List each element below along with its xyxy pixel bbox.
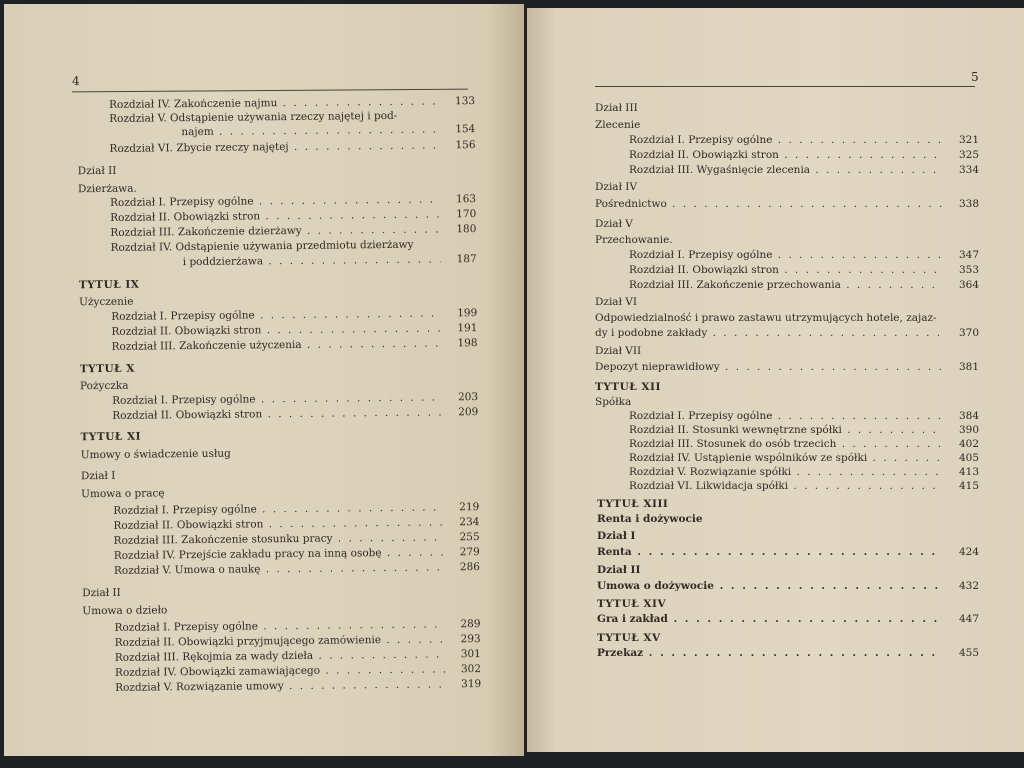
toc-entry-title: Rozdział II. Obowiązki stron (629, 149, 779, 161)
toc-entry-page: 199 (457, 307, 478, 320)
toc-entry (629, 277, 979, 293)
toc-entry-page: 334 (958, 164, 979, 176)
toc-entry-title: Przekaz (597, 647, 644, 659)
toc-entry-title: dy i podobne zakłady (595, 327, 708, 339)
toc-entry (109, 137, 475, 157)
toc-entry-title: Dział I (80, 469, 116, 483)
toc-entry-page: 234 (459, 516, 480, 529)
toc-entry (82, 581, 480, 601)
toc-entry-page: 370 (958, 327, 979, 339)
toc-entry-title: Rozdział III. Stosunek do osób trzecich (629, 438, 837, 450)
toc-entry-page: 347 (958, 249, 979, 261)
toc-entry (597, 528, 979, 544)
toc-entry-page: 455 (958, 647, 979, 659)
toc-entry-title: Rozdział V. Rozwiązanie umowy (115, 680, 284, 694)
toc-entry-page: 187 (456, 253, 477, 266)
toc-entry-title: Rozdział III. Zakończenie dzierżawy (110, 224, 302, 239)
toc-entry-title: Rozdział II. Obowiązki stron (629, 264, 779, 276)
toc-entry (595, 179, 979, 195)
toc-entry-title: najem (181, 125, 214, 139)
toc-list (527, 8, 1024, 752)
toc-entry-page: 415 (958, 480, 979, 492)
toc-entry-title: Dzierżawa. (77, 182, 137, 196)
toc-entry (595, 196, 979, 212)
toc-entry-page: 180 (456, 223, 477, 236)
page-number: 5 (971, 70, 979, 84)
toc-entry-page: 279 (459, 546, 480, 559)
toc-entry-title: TYTUŁ IX (78, 278, 140, 292)
toc-entry-page: 198 (457, 337, 478, 350)
toc-entry (597, 611, 979, 627)
toc-entry-title: Rozdział I. Przepisy ogólne (113, 503, 257, 517)
toc-entry-page: 424 (958, 546, 979, 558)
toc-entry-page: 384 (958, 410, 979, 422)
toc-entry-title: Rozdział III. Wygaśnięcie zlecenia (629, 164, 811, 176)
toc-entry-title: Rozdział I. Przepisy ogólne (114, 620, 259, 634)
toc-entry (629, 247, 979, 263)
toc-entry (595, 359, 979, 375)
toc-entry-title: Umowa o dzieło (82, 604, 168, 618)
toc-entry (629, 132, 979, 148)
toc-entry-title: TYTUŁ XI (80, 430, 142, 444)
toc-entry-page: 154 (455, 123, 476, 136)
toc-entry (80, 425, 478, 445)
toc-entry (595, 294, 979, 310)
toc-entry (595, 216, 979, 232)
toc-entry-title: Rozdział IV. Zakończenie najmu (108, 97, 278, 111)
toc-entry-page: 289 (460, 618, 481, 631)
toc-entry-page: 321 (958, 134, 979, 146)
toc-entry (597, 630, 979, 646)
toc-entry-title: Użyczenie (79, 295, 134, 309)
toc-entry-title: Przechowanie. (595, 234, 673, 246)
toc-entry-page: 170 (456, 208, 477, 221)
toc-entry-page: 402 (958, 438, 979, 450)
toc-entry (629, 147, 979, 163)
toc-entry-title: TYTUŁ X (79, 362, 135, 376)
toc-entry-title: Depozyt nieprawidłowy (595, 361, 720, 373)
toc-entry (595, 310, 979, 326)
toc-entry (595, 325, 979, 341)
toc-entry-title: Umowa o pracę (81, 487, 165, 501)
toc-entry (112, 335, 478, 355)
toc-entry-page: 405 (958, 452, 979, 464)
toc-entry (183, 251, 477, 270)
toc-entry-title: Dział VII (595, 345, 642, 357)
toc-entry-title: TYTUŁ XII (595, 381, 661, 393)
toc-entry-page: 364 (958, 279, 979, 291)
toc-entry-title: Renta (597, 546, 632, 558)
toc-entry-title: Rozdział II. Obowiązki stron (110, 210, 261, 224)
toc-entry-page: 191 (457, 322, 478, 335)
right-page (527, 8, 1024, 752)
toc-entry-title: i poddzierżawa (182, 255, 264, 269)
toc-entry-title: Rozdział I. Przepisy ogólne (629, 134, 773, 146)
toc-entry (629, 478, 979, 494)
toc-entry (597, 596, 979, 612)
toc-entry-title: Rozdział II. Obowiązki stron (113, 518, 264, 532)
toc-entry-title: Rozdział VI. Likwidacja spółki (629, 480, 789, 492)
toc-entry (81, 443, 479, 463)
toc-entry (115, 676, 481, 696)
toc-entry-title: Spółka (595, 396, 632, 408)
toc-entry-title: Rozdział II. Obowiązki stron (111, 324, 262, 338)
toc-entry-title: Dział II (77, 164, 117, 178)
toc-entry-title: Rozdział III. Zakończenie przechowania (629, 279, 841, 291)
toc-entry-page: 302 (460, 663, 482, 676)
toc-entry (629, 262, 979, 278)
toc-entry (595, 100, 979, 116)
toc-entry-title: Pożyczka (79, 379, 129, 393)
toc-entry-title: Rozdział V. Rozwiązanie spółki (629, 466, 792, 478)
toc-entry-title: Dział III (595, 102, 638, 114)
toc-entry-title: Renta i dożywocie (597, 513, 703, 525)
toc-entry-title: Rozdział IV. Obowiązki zamawiającego (114, 664, 321, 679)
toc-entry-page: 338 (958, 198, 979, 210)
toc-entry-title: Gra i zakład (597, 613, 668, 625)
toc-entry (114, 559, 480, 579)
toc-entry (595, 379, 979, 395)
toc-entry-title: Rozdział II. Obowiązki stron (112, 408, 263, 422)
toc-entry (629, 162, 979, 178)
toc-entry-title: Rozdział I. Przepisy ogólne (110, 195, 254, 209)
toc-entry (597, 511, 979, 527)
toc-entry-title: Rozdział II. Stosunki wewnętrzne spółki (629, 424, 842, 436)
toc-entry-title: TYTUŁ XV (597, 632, 661, 644)
toc-entry (597, 645, 979, 661)
toc-entry-title: Rozdział IV. Odstąpienie używania przedmiotu dzierżawy (110, 238, 414, 254)
toc-entry-title: Rozdział I. Przepisy ogólne (111, 309, 255, 323)
toc-entry-page: 286 (459, 561, 480, 574)
toc-entry-page: 219 (459, 501, 480, 514)
toc-entry-title: TYTUŁ XIV (597, 598, 667, 610)
toc-entry-page: 447 (958, 613, 979, 625)
toc-entry-title: Dział II (82, 586, 121, 600)
toc-entry (595, 343, 979, 359)
left-page (4, 4, 524, 756)
toc-entry-page: 133 (454, 95, 476, 108)
toc-entry-title: Rozdział I. Przepisy ogólne (629, 410, 773, 422)
toc-entry (112, 404, 478, 424)
toc-entry-page: 255 (459, 531, 480, 544)
toc-entry-page: 301 (460, 648, 481, 661)
toc-entry-title: Rozdział V. Odstąpienie używania rzeczy najętej i pod- (109, 109, 398, 125)
toc-entry-title: Rozdział III. Rękojmia za wady dzieła (114, 649, 314, 664)
toc-entry-title: Dział I (597, 530, 636, 542)
toc-entry-page: 381 (958, 361, 979, 373)
toc-entry-title: Pośrednictwo (595, 198, 667, 210)
toc-entry-title: Rozdział IV. Przejście zakładu pracy na inną osobę (113, 547, 382, 562)
toc-entry-title: Odpowiedzialność i prawo zastawu utrzymujących hotele, zajaz- (595, 312, 937, 324)
toc-entry-page: 353 (958, 264, 979, 276)
toc-entry-title: Rozdział II. Obowiązki przyjmującego zamówienie (114, 634, 382, 649)
toc-entry (597, 496, 979, 512)
toc-list (4, 4, 524, 756)
toc-entry-title: Rozdział III. Zakończenie stosunku pracy (113, 532, 333, 547)
toc-entry (595, 117, 979, 133)
toc-entry-title: Rozdział IV. Ustąpienie wspólników ze spółki (629, 452, 868, 464)
toc-entry-page: 432 (958, 580, 979, 592)
toc-entry-title: Zlecenie (595, 119, 641, 131)
toc-entry-title: Dział VI (595, 296, 638, 308)
toc-entry-title: Dział V (595, 218, 633, 230)
toc-entry-page: 319 (461, 678, 482, 691)
page-number: 4 (72, 74, 80, 88)
toc-entry-page: 163 (455, 193, 477, 206)
toc-entry-title: Dział II (597, 564, 641, 576)
toc-entry (595, 232, 979, 248)
toc-entry-page: 413 (958, 466, 979, 478)
toc-entry-page: 390 (958, 424, 979, 436)
toc-entry-page: 156 (455, 139, 476, 152)
toc-entry-title: Dział IV (595, 181, 638, 193)
toc-entry-title: Umowa o dożywocie (597, 580, 714, 592)
toc-entry (81, 464, 479, 484)
toc-entry (78, 159, 476, 179)
toc-entry (597, 544, 979, 560)
toc-entry-page: 203 (458, 391, 479, 404)
toc-entry-title: Rozdział I. Przepisy ogólne (629, 249, 773, 261)
toc-entry-title: Rozdział III. Zakończenie użyczenia (111, 338, 302, 353)
toc-entry-page: 209 (458, 406, 479, 419)
toc-entry-title: Rozdział I. Przepisy ogólne (112, 393, 256, 407)
toc-entry (597, 578, 979, 594)
toc-entry-page: 325 (958, 149, 979, 161)
toc-entry-title: Rozdział VI. Zbycie rzeczy najętej (109, 141, 289, 155)
toc-entry-page: 293 (460, 633, 481, 646)
toc-entry (597, 562, 979, 578)
toc-entry-title: Umowy o świadczenie usług (80, 447, 231, 462)
toc-entry-title: Rozdział V. Umowa o naukę (113, 563, 261, 577)
toc-entry-title: TYTUŁ XIII (597, 498, 669, 510)
